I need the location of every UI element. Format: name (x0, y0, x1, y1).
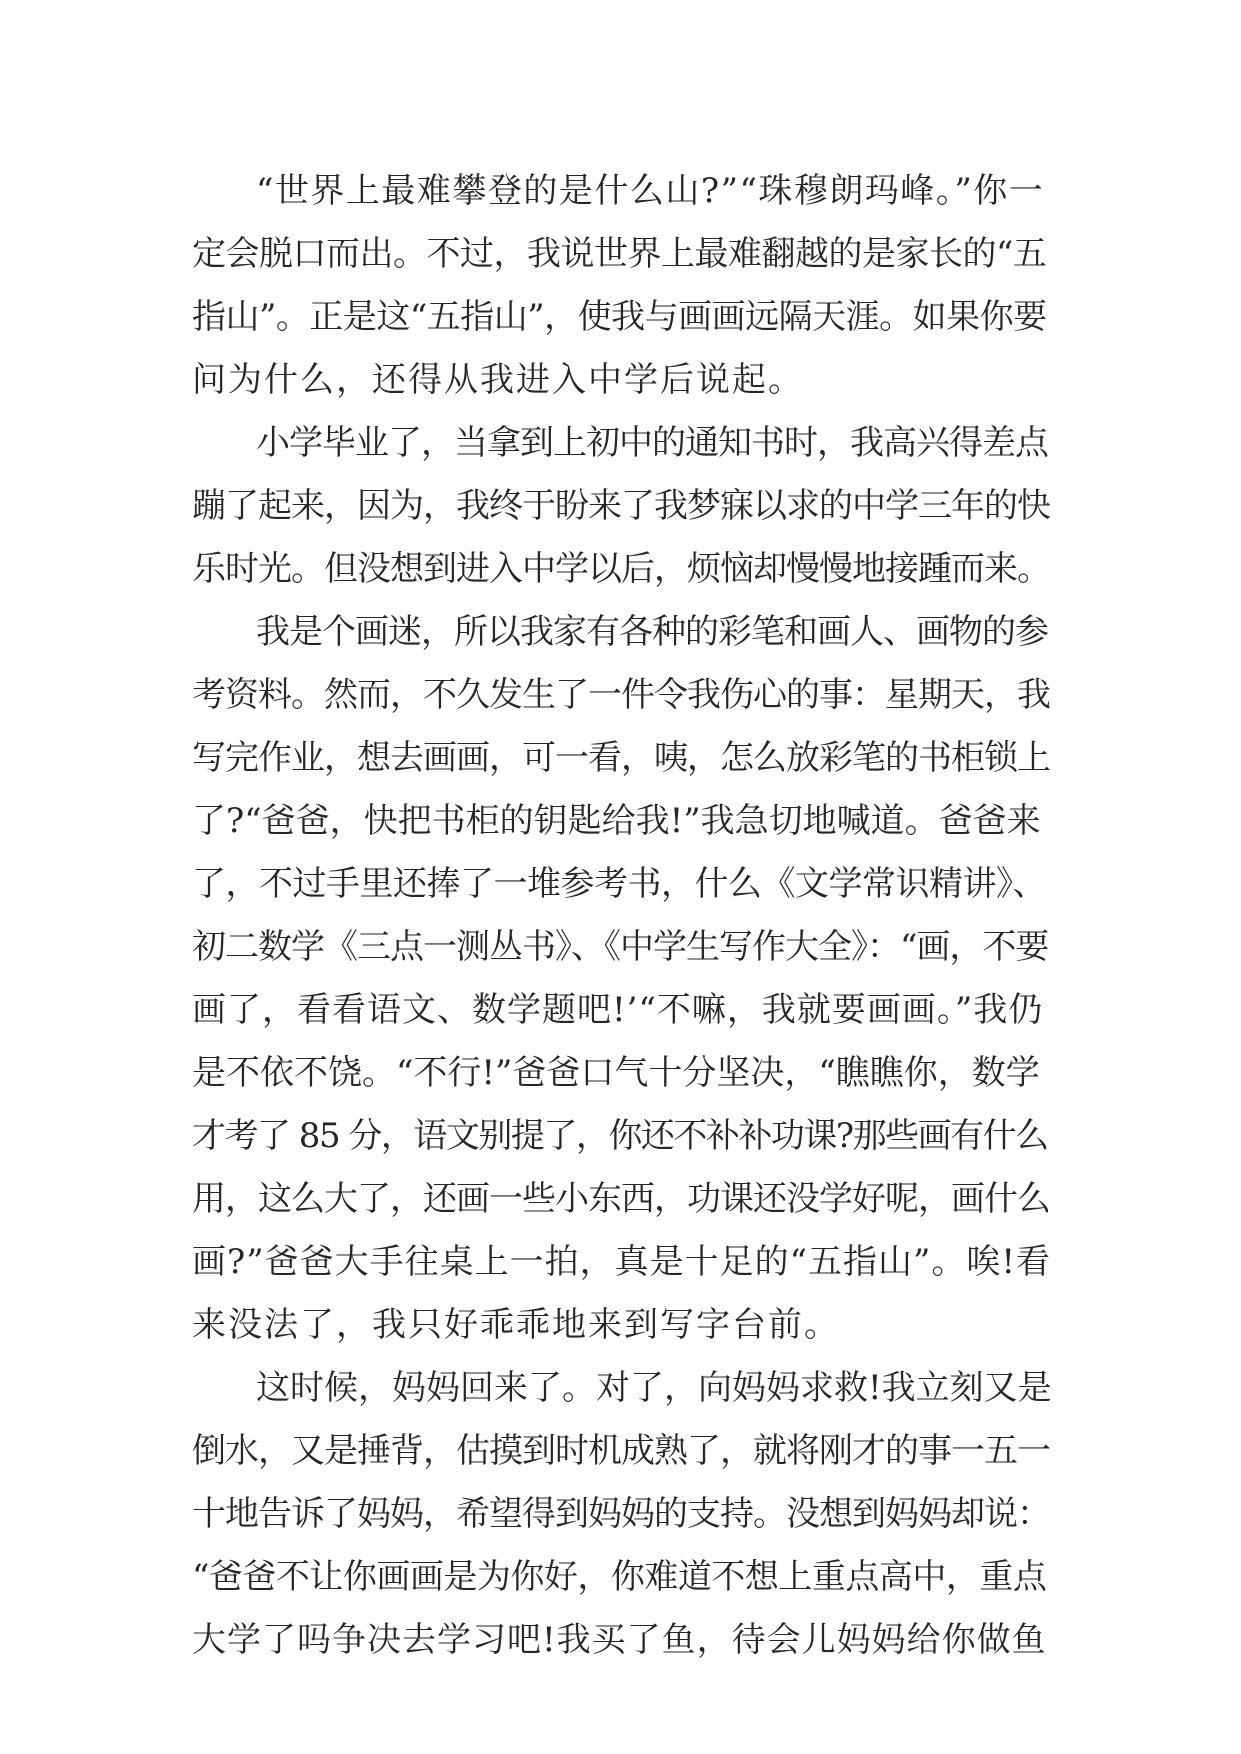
text-line: 这时候，妈妈回来了。对了，向妈妈求救!我立刻又是 (256, 1368, 1052, 1408)
text-line: 我是个画迷，所以我家有各种的彩笔和画人、画物的参 (256, 612, 1048, 652)
text-line: “爸爸不让你画画是为你好，你难道不想上重点高中，重点 (192, 1557, 1047, 1597)
text-line: 写完作业，想去画画，可一看，咦，怎么放彩笔的书柜锁上 (192, 738, 1050, 778)
text-line: 蹦了起来，因为，我终于盼来了我梦寐以求的中学三年的快 (192, 486, 1050, 526)
text-line: 指山”。正是这“五指山”，使我与画画远隔天涯。如果你要 (192, 297, 1047, 337)
text-line: 乐时光。但没想到进入中学以后，烦恼却慢慢地接踵而来。 (192, 549, 1050, 589)
text-line: 考资料。然而，不久发生了一件令我伤心的事：星期天，我 (192, 675, 1050, 715)
text-line: 来没法了，我只好乖乖地来到写字台前。 (192, 1305, 840, 1345)
text-line: 是不依不饶。“不行!”爸爸口气十分坚决，“瞧瞧你，数学 (192, 1053, 1040, 1093)
text-line: 倒水，又是捶背，估摸到时机成熟了，就将刚才的事一五一 (192, 1431, 1050, 1471)
text-line: 用，这么大了，还画一些小东西，功课还没学好呢，画什么 (192, 1179, 1050, 1219)
text-line: 了?“爸爸，快把书柜的钥匙给我!”我急切地喊道。爸爸来 (192, 801, 1041, 841)
text-line: 十地告诉了妈妈，希望得到妈妈的支持。没想到妈妈却说： (192, 1494, 1050, 1534)
text-line: 问为什么，还得从我进入中学后说起。 (192, 360, 804, 400)
text-line: “世界上最难攀登的是什么山?”“珠穆朗玛峰。”你一 (256, 171, 1045, 211)
text-line: 才考了 85 分，语文别提了，你还不补补功课?那些画有什么 (192, 1116, 1048, 1156)
text-line: 小学毕业了，当拿到上初中的通知书时，我高兴得差点 (256, 423, 1048, 463)
text-line: 画了，看看语文、数学题吧!’“不嘛，我就要画画。”我仍 (192, 990, 1044, 1030)
text-line: 了，不过手里还捧了一堆参考书，什么《文学常识精讲》、 (192, 864, 1046, 904)
text-line: 初二数学《三点一测丛书》、《中学生写作大全》：“画，不要 (192, 927, 1049, 967)
text-line: 定会脱口而出。不过，我说世界上最难翻越的是家长的“五 (192, 234, 1047, 274)
text-line: 画?”爸爸大手往桌上一拍，真是十足的“五指山”。唉!看 (192, 1242, 1052, 1282)
text-line: 大学了吗争决去学习吧!我买了鱼，待会儿妈妈给你做鱼 (192, 1620, 1047, 1660)
essay-body (192, 160, 1052, 1672)
